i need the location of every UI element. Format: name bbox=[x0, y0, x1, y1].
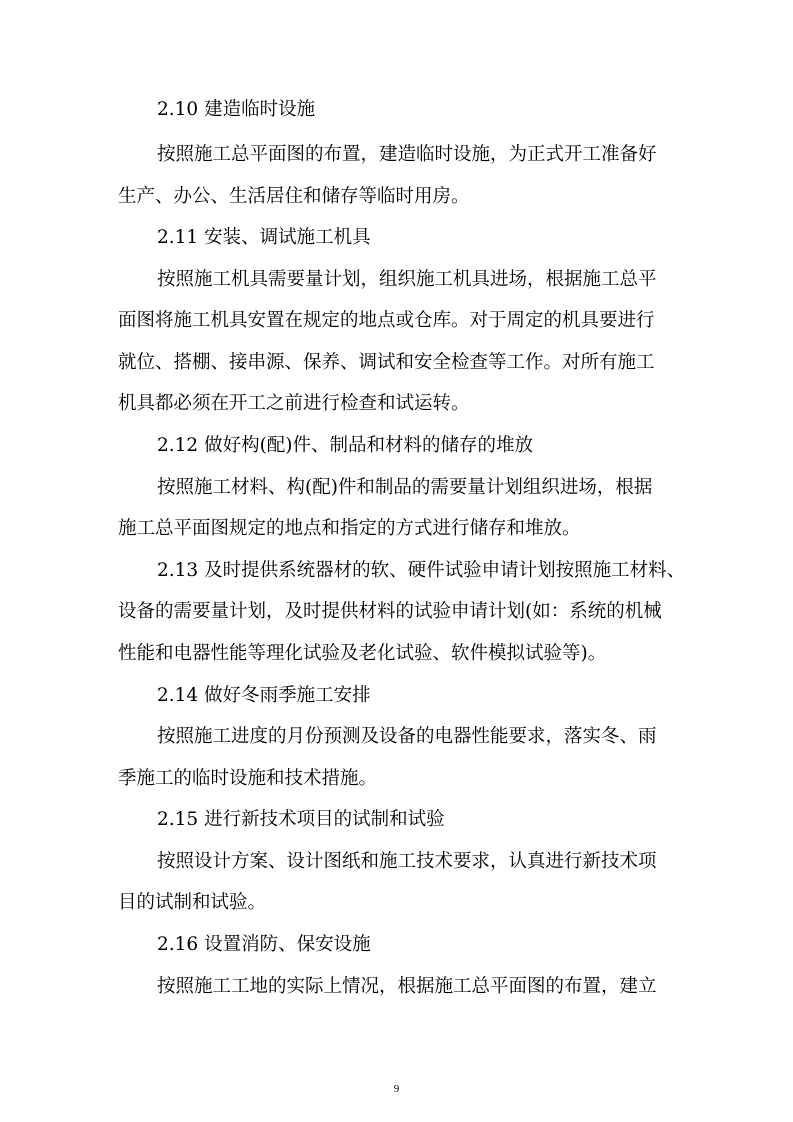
section-heading-2-13: 2.13 及时提供系统器材的软、硬件试验申请计划按照施工材料、 bbox=[157, 560, 686, 581]
paragraph-line: 目的试制和试验。 bbox=[118, 892, 267, 913]
paragraph-line: 性能和电器性能等理化试验及老化试验、软件模拟试验等)。 bbox=[118, 643, 607, 664]
paragraph-line: 设备的需要量计划，及时提供材料的试验申请计划(如：系统的机械 bbox=[118, 601, 662, 622]
paragraph-line: 季施工的临时设施和技术措施。 bbox=[118, 768, 378, 789]
section-heading-2-10: 2.10 建造临时设施 bbox=[157, 99, 316, 120]
section-heading-2-15: 2.15 进行新技术项目的试制和试验 bbox=[157, 809, 445, 830]
paragraph-line: 按照设计方案、设计图纸和施工技术要求，认真进行新技术项 bbox=[157, 851, 657, 872]
page-number: 9 bbox=[393, 1083, 400, 1095]
paragraph-line: 按照施工机具需要量计划，组织施工机具进场，根据施工总平 bbox=[157, 269, 657, 290]
paragraph-line: 生产、办公、生活居住和储存等临时用房。 bbox=[118, 186, 470, 207]
section-heading-2-12: 2.12 做好构(配)件、制品和材料的储存的堆放 bbox=[157, 435, 534, 456]
paragraph-line: 按照施工材料、构(配)件和制品的需要量计划组织进场，根据 bbox=[157, 477, 653, 498]
paragraph-line: 机具都必须在开工之前进行检查和试运转。 bbox=[118, 393, 470, 414]
section-heading-2-11: 2.11 安装、调试施工机具 bbox=[157, 227, 371, 248]
paragraph-line: 按照施工工地的实际上情况，根据施工总平面图的布置，建立 bbox=[157, 976, 657, 997]
paragraph-line: 按照施工进度的月份预测及设备的电器性能要求，落实冬、雨 bbox=[157, 726, 657, 747]
paragraph-line: 按照施工总平面图的布置，建造临时设施，为正式开工准备好 bbox=[157, 144, 657, 165]
section-heading-2-14: 2.14 做好冬雨季施工安排 bbox=[157, 685, 371, 706]
paragraph-line: 面图将施工机具安置在规定的地点或仓库。对于周定的机具要进行 bbox=[118, 310, 655, 331]
section-heading-2-16: 2.16 设置消防、保安设施 bbox=[157, 934, 371, 955]
paragraph-line: 施工总平面图规定的地点和指定的方式进行储存和堆放。 bbox=[118, 518, 581, 539]
paragraph-line: 就位、搭棚、接串源、保养、调试和安全检查等工作。对所有施工 bbox=[118, 352, 655, 373]
